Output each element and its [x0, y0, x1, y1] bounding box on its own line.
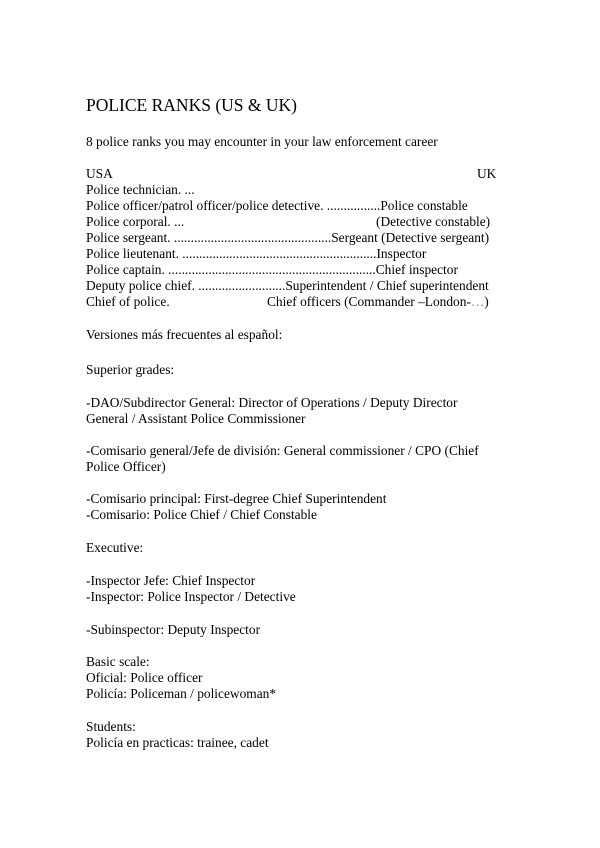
executive-inspector-jefe: -Inspector Jefe: Chief Inspector: [86, 573, 256, 588]
spanish-intro: Versiones más frecuentes al español:: [86, 327, 283, 342]
students-practicas: Policía en practicas: trainee, cadet: [86, 735, 269, 750]
page-title: POLICE RANKS (US & UK): [86, 95, 297, 115]
rank-row-captain: Police captain. ..............................................................Chief inspector: [86, 262, 458, 277]
rank-row-sergeant: Police sergeant. ...............................................Sergeant (Detective sergeant): [86, 230, 490, 245]
students-heading: Students:: [86, 719, 136, 734]
executive-heading: Executive:: [86, 540, 144, 555]
basic-oficial: Oficial: Police officer: [86, 670, 203, 685]
superior-comisario: -Comisario: Police Chief / Chief Constable: [86, 507, 317, 522]
uk-header: UK: [477, 166, 497, 181]
superior-comisario-general-line-1: -Comisario general/Jefe de división: General commissioner / CPO (Chief: [86, 443, 479, 458]
executive-inspector: -Inspector: Police Inspector / Detective: [86, 589, 296, 604]
superior-comisario-general-line-2: Police Officer): [86, 459, 166, 474]
usa-header: USA: [86, 166, 113, 181]
rank-row-deputy-chief: Deputy police chief. ..........................Superintendent / Chief superintendent: [86, 278, 489, 293]
basic-policia: Policía: Policeman / policewoman*: [86, 686, 277, 701]
rank-row-officer: Police officer/patrol officer/police detective. ................Police constable: [86, 198, 468, 213]
rank-row-technician: Police technician. ...: [86, 182, 195, 197]
chief-uk-ellipsis: …: [470, 294, 485, 309]
rank-row-chief-uk: [267, 294, 489, 310]
superior-dao-line-2: General / Assistant Police Commissioner: [86, 411, 306, 426]
rank-row-lieutenant: Police lieutenant. ..........................................................Inspector: [86, 246, 427, 261]
subtitle: 8 police ranks you may encounter in your law enforcement career: [86, 134, 438, 149]
rank-row-chief: Chief of police.: [86, 294, 170, 309]
chief-uk-close: ): [484, 294, 489, 309]
superior-heading: Superior grades:: [86, 362, 175, 377]
chief-uk-text: Chief officers (Commander –London-: [267, 294, 471, 309]
superior-comisario-principal: -Comisario principal: First-degree Chief Superintendent: [86, 491, 387, 506]
rank-row-corporal-uk: (Detective constable): [376, 214, 491, 229]
executive-subinspector: -Subinspector: Deputy Inspector: [86, 622, 261, 637]
basic-heading: Basic scale:: [86, 654, 150, 669]
rank-row-corporal: Police corporal. ...: [86, 214, 185, 229]
superior-dao-line-1: -DAO/Subdirector General: Director of Operations / Deputy Director: [86, 395, 458, 410]
